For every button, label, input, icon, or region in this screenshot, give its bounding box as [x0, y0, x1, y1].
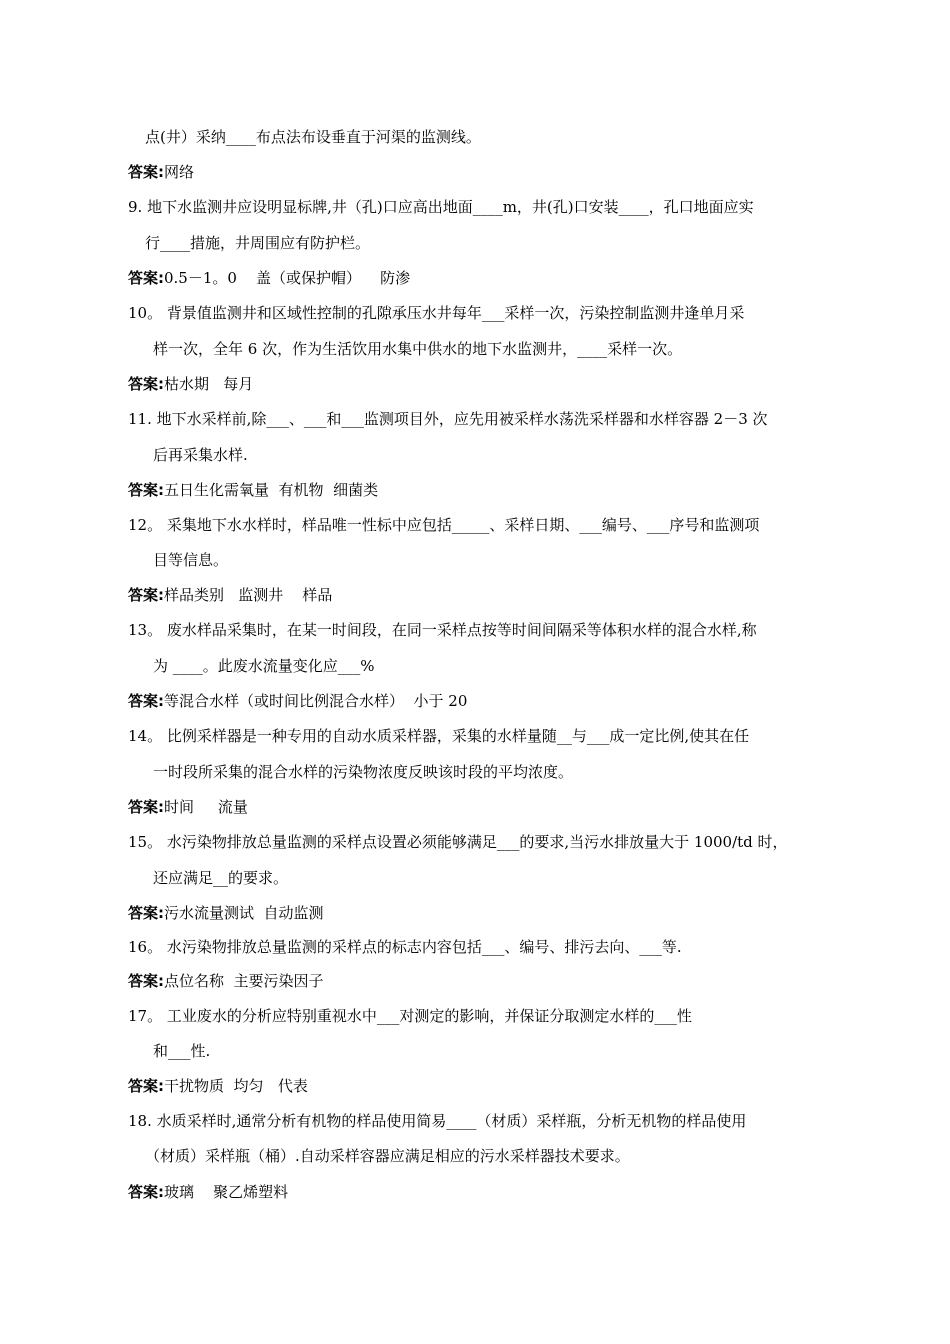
answer-line: [128, 162, 194, 182]
question-line: 16。 水污染物排放总量监测的采样点的标志内容包括___、编号、排污去向、___等.: [128, 938, 682, 956]
answer-text: 枯水期 每月: [164, 375, 254, 393]
answer-text: 五日生化需氧量 有机物 细菌类: [164, 481, 379, 499]
answer-line: [128, 1076, 308, 1096]
answer-label: 答案:: [128, 375, 164, 393]
answer-text: 时间 流量: [164, 798, 248, 816]
answer-label: 答案:: [128, 692, 164, 710]
answer-label: 答案:: [128, 1077, 164, 1095]
question-line: 13。 废水样品采集时，在某一时间段，在同一采样点按等时间间隔采等体积水样的混合水样,称: [128, 621, 757, 639]
question-line: 一时段所采集的混合水样的污染物浓度反映该时段的平均浓度。: [153, 763, 574, 781]
question-line: 9. 地下水监测井应设明显标牌,井（孔)口应高出地面____m，井(孔)口安装____，孔口地面应实: [128, 198, 754, 216]
question-line: 为 ____。此废水流量变化应___%: [153, 657, 375, 675]
answer-label: 答案:: [128, 904, 164, 922]
question-line: 12。 采集地下水水样时，样品唯一性标中应包括_____、采样日期、___编号、___序号和监测项: [128, 516, 760, 534]
question-line: 点(井）采纳____布点法布设垂直于河渠的监测线。: [145, 128, 481, 146]
question-line: 还应满足__的要求。: [153, 869, 289, 887]
question-line: 11. 地下水采样前,除___、___和___监测项目外，应先用被采样水荡洗采样器和水样容器 2－3 次: [128, 410, 768, 428]
answer-line: [128, 1182, 288, 1202]
question-line: 样一次，全年 6 次，作为生活饮用水集中供水的地下水监测井，____采样一次。: [153, 340, 683, 358]
question-line: 14。 比例采样器是一种专用的自动水质采样器，采集的水样量随__与___成一定比例,使其在任: [128, 727, 750, 745]
question-line: 15。 水污染物排放总量监测的采样点设置必须能够满足___的要求,当污水排放量大于 1000/td 时，: [128, 833, 788, 851]
answer-text: 玻璃 聚乙烯塑料: [164, 1183, 289, 1201]
answer-line: [128, 585, 332, 605]
question-line: （材质）采样瓶（桶）.自动采样容器应满足相应的污水采样器技术要求。: [145, 1147, 630, 1165]
answer-line: [128, 971, 324, 991]
answer-text: 干扰物质 均匀 代表: [164, 1077, 308, 1095]
answer-text: 样品类别 监测井 样品: [164, 586, 333, 604]
answer-label: 答案:: [128, 586, 164, 604]
answer-label: 答案:: [128, 798, 164, 816]
answer-label: 答案:: [128, 269, 164, 287]
answer-line: [128, 480, 378, 500]
question-line: 行____措施，井周围应有防护栏。: [145, 234, 371, 252]
question-line: 18. 水质采样时,通常分析有机物的样品使用简易____（材质）采样瓶，分析无机物的样品使用: [128, 1112, 747, 1130]
question-line: 10。 背景值监测井和区域性控制的孔隙承压水井每年___采样一次，污染控制监测井逢单月采: [128, 304, 745, 322]
answer-label: 答案:: [128, 1183, 164, 1201]
answer-line: [128, 268, 410, 288]
answer-text: 等混合水样（或时间比例混合水样） 小于 20: [164, 692, 468, 710]
answer-label: 答案:: [128, 481, 164, 499]
answer-line: [128, 797, 248, 817]
answer-text: 0.5－1。0 盖（或保护帽） 防渗: [164, 269, 411, 287]
question-line: 后再采集水样.: [153, 446, 248, 464]
answer-line: [128, 903, 324, 923]
answer-text: 网络: [164, 163, 195, 181]
answer-line: [128, 691, 467, 711]
question-line: 17。 工业废水的分析应特别重视水中___对测定的影响，并保证分取测定水样的___性: [128, 1007, 692, 1025]
answer-text: 污水流量测试 自动监测: [164, 904, 324, 922]
question-line: 和___性.: [153, 1042, 211, 1060]
answer-text: 点位名称 主要污染因子: [164, 972, 324, 990]
answer-label: 答案:: [128, 163, 164, 181]
answer-label: 答案:: [128, 972, 164, 990]
answer-line: [128, 374, 253, 394]
question-line: 目等信息。: [153, 551, 229, 569]
